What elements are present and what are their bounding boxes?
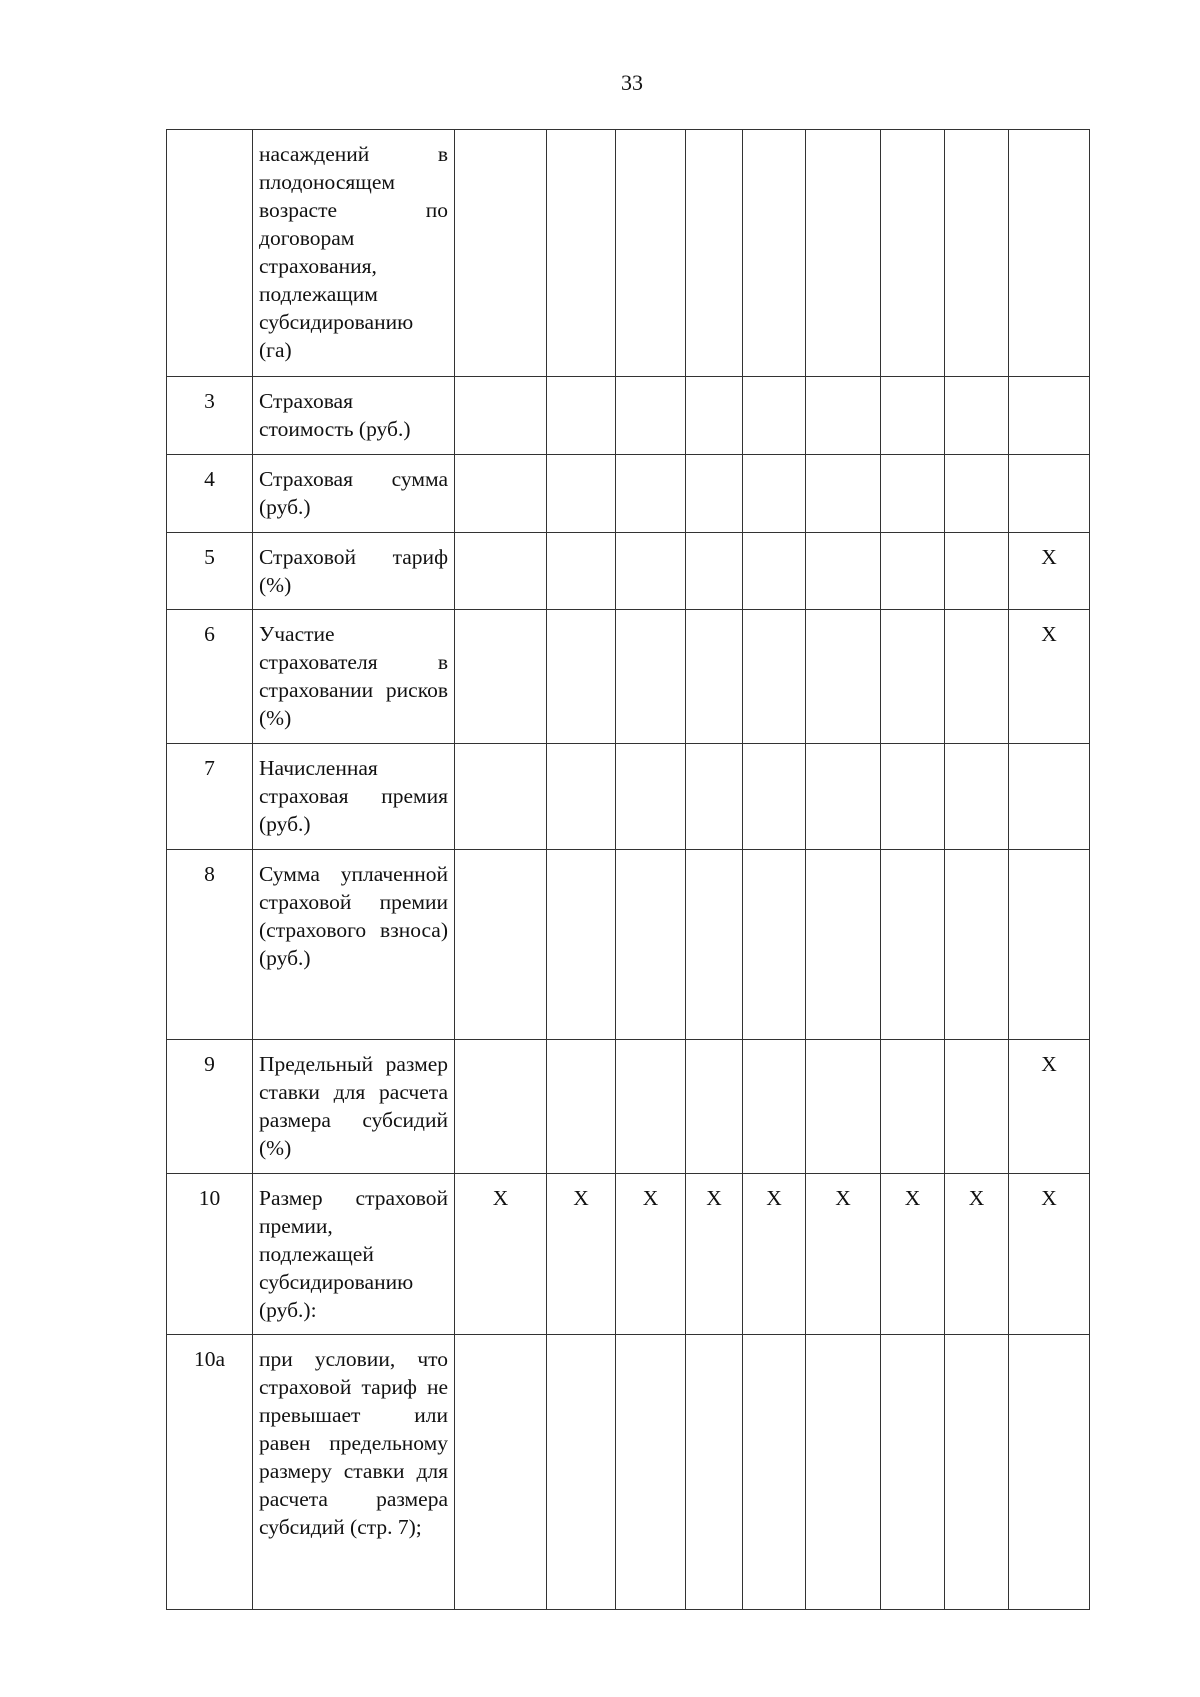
row-number-cell: 9 — [167, 1040, 253, 1174]
row-label-cell: Размер страховой премии, подлежащей субсидированию (руб.): — [253, 1174, 455, 1335]
value-cell — [945, 130, 1009, 377]
table-row — [167, 455, 1090, 533]
value-cell: X — [1009, 533, 1090, 610]
value-cell — [743, 130, 806, 377]
value-cell: X — [881, 1174, 945, 1335]
row-label-cell: Предельный размер ставки для расчета размера субсидий (%) — [253, 1040, 455, 1174]
value-cell — [945, 533, 1009, 610]
value-cell: X — [806, 1174, 881, 1335]
value-cell — [455, 130, 547, 377]
value-cell — [881, 744, 945, 850]
value-cell — [686, 850, 743, 1040]
row-number-cell: 10 — [167, 1174, 253, 1335]
value-cell — [686, 533, 743, 610]
value-cell — [945, 1335, 1009, 1610]
value-cell — [806, 1040, 881, 1174]
value-cell: X — [1009, 1040, 1090, 1174]
value-cell — [881, 533, 945, 610]
value-cell — [881, 455, 945, 533]
value-cell — [686, 610, 743, 744]
value-cell — [616, 1335, 686, 1610]
value-cell — [616, 130, 686, 377]
value-cell — [686, 744, 743, 850]
value-cell — [686, 377, 743, 455]
value-cell — [547, 744, 616, 850]
value-cell — [945, 850, 1009, 1040]
value-cell — [806, 130, 881, 377]
value-cell — [547, 533, 616, 610]
row-label-cell: Страховой тариф (%) — [253, 533, 455, 610]
value-cell — [743, 1335, 806, 1610]
table-row — [167, 610, 1090, 744]
value-cell — [686, 455, 743, 533]
row-label-cell: Страховая стоимость (руб.) — [253, 377, 455, 455]
value-cell — [743, 850, 806, 1040]
value-cell — [455, 744, 547, 850]
row-number-cell: 10а — [167, 1335, 253, 1610]
value-cell — [547, 455, 616, 533]
row-number-cell: 5 — [167, 533, 253, 610]
value-cell — [1009, 455, 1090, 533]
row-label-cell: Начисленная страховая премия (руб.) — [253, 744, 455, 850]
row-label-cell: Страховая сумма (руб.) — [253, 455, 455, 533]
value-cell — [945, 1040, 1009, 1174]
value-cell — [881, 850, 945, 1040]
value-cell — [616, 610, 686, 744]
value-cell — [547, 610, 616, 744]
value-cell — [881, 610, 945, 744]
value-cell — [616, 455, 686, 533]
table-row — [167, 533, 1090, 610]
value-cell — [547, 850, 616, 1040]
subsidy-calculation-table — [166, 129, 1090, 1610]
table-row — [167, 744, 1090, 850]
value-cell — [616, 744, 686, 850]
value-cell: X — [547, 1174, 616, 1335]
value-cell — [945, 377, 1009, 455]
value-cell — [881, 1335, 945, 1610]
table-row — [167, 377, 1090, 455]
value-cell: X — [1009, 610, 1090, 744]
value-cell — [1009, 1335, 1090, 1610]
value-cell — [806, 1335, 881, 1610]
table-row — [167, 130, 1090, 377]
value-cell — [743, 377, 806, 455]
row-number-cell: 8 — [167, 850, 253, 1040]
value-cell — [945, 610, 1009, 744]
value-cell — [1009, 850, 1090, 1040]
value-cell — [616, 533, 686, 610]
value-cell: X — [686, 1174, 743, 1335]
row-label-cell: насаждений в плодоносящем возрасте по договорам страхования, подлежащим субсидированию (га) — [253, 130, 455, 377]
value-cell — [547, 130, 616, 377]
row-number-cell: 6 — [167, 610, 253, 744]
value-cell — [743, 533, 806, 610]
value-cell — [616, 377, 686, 455]
value-cell: X — [1009, 1174, 1090, 1335]
table-row — [167, 1040, 1090, 1174]
value-cell — [881, 130, 945, 377]
value-cell — [455, 1040, 547, 1174]
value-cell — [806, 610, 881, 744]
value-cell — [806, 377, 881, 455]
value-cell: X — [743, 1174, 806, 1335]
value-cell — [806, 850, 881, 1040]
value-cell — [686, 130, 743, 377]
row-number-cell: 3 — [167, 377, 253, 455]
value-cell — [806, 533, 881, 610]
value-cell — [547, 377, 616, 455]
row-number-cell: 4 — [167, 455, 253, 533]
value-cell: X — [616, 1174, 686, 1335]
page-number: 33 — [621, 70, 643, 95]
row-number-cell: 7 — [167, 744, 253, 850]
value-cell — [806, 744, 881, 850]
value-cell — [743, 455, 806, 533]
table-row — [167, 850, 1090, 1040]
value-cell — [455, 610, 547, 744]
value-cell — [686, 1040, 743, 1174]
value-cell — [1009, 130, 1090, 377]
table-row — [167, 1174, 1090, 1335]
row-number-cell — [167, 130, 253, 377]
value-cell — [616, 1040, 686, 1174]
value-cell — [743, 1040, 806, 1174]
value-cell — [455, 850, 547, 1040]
value-cell: X — [945, 1174, 1009, 1335]
row-label-cell: Участие страхователя в страховании рисков (%) — [253, 610, 455, 744]
value-cell — [455, 1335, 547, 1610]
value-cell — [945, 455, 1009, 533]
value-cell — [547, 1335, 616, 1610]
value-cell — [455, 377, 547, 455]
value-cell — [881, 377, 945, 455]
value-cell — [1009, 377, 1090, 455]
value-cell — [547, 1040, 616, 1174]
table-row — [167, 1335, 1090, 1610]
value-cell — [1009, 744, 1090, 850]
value-cell — [881, 1040, 945, 1174]
value-cell: X — [455, 1174, 547, 1335]
value-cell — [945, 744, 1009, 850]
value-cell — [743, 744, 806, 850]
value-cell — [806, 455, 881, 533]
value-cell — [743, 610, 806, 744]
value-cell — [616, 850, 686, 1040]
row-label-cell: Сумма уплаченной страховой премии (страхового взноса) (руб.) — [253, 850, 455, 1040]
row-label-cell: при условии, что страховой тариф не превышает или равен предельному размеру ставки для расчета размера субсидий (стр. 7); — [253, 1335, 455, 1610]
value-cell — [455, 533, 547, 610]
value-cell — [455, 455, 547, 533]
value-cell — [686, 1335, 743, 1610]
